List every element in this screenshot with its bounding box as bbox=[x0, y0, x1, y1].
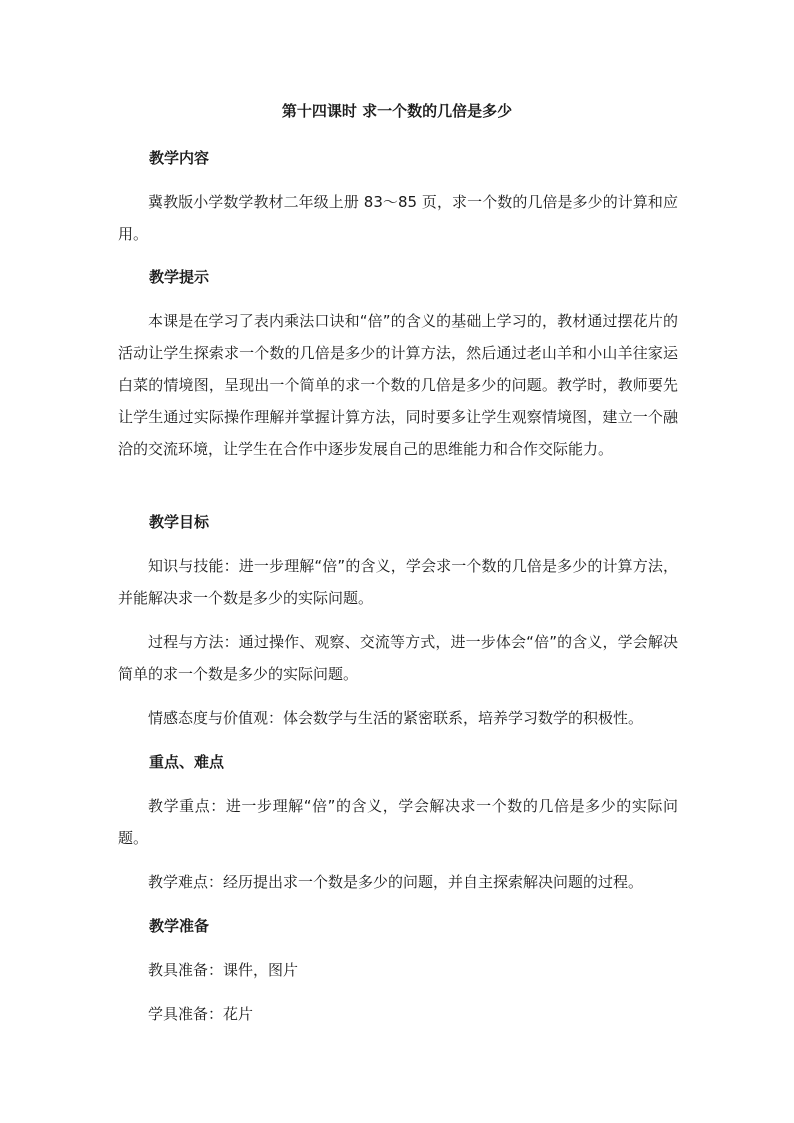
paragraph-difficult-point: 教学难点：经历提出求一个数是多少的问题，并自主探索解决问题的过程。 bbox=[148, 873, 644, 891]
paragraph-teaching-aids: 教具准备：课件，图片 bbox=[148, 961, 299, 979]
page-title: 第十四课时 求一个数的几倍是多少 bbox=[281, 102, 513, 120]
paragraph-tips: 本课是在学习了表内乘法口诀和“倍”的含义的基础上学习的，教材通过摆花片的活动让学生探索求一个数的几倍是多少的计算方法，然后通过老山羊和小山羊往家运白菜的情境图，呈现出一个简单的求一个数的几倍是多少的问题。教学时，教师要先让学生通过实际操作理解并掌握计算方法，同时要多让学生观察情境图，建立一个融洽的交流环境，让学生在合作中逐步发展自己的思维能力和合作交际能力。 bbox=[118, 312, 678, 458]
paragraph-objective-attitude: 情感态度与价值观：体会数学与生活的紧密联系，培养学习数学的积极性。 bbox=[148, 709, 644, 727]
section-heading-key-points: 重点、难点 bbox=[149, 753, 225, 771]
section-heading-objectives: 教学目标 bbox=[149, 513, 210, 531]
paragraph-key-point: 教学重点：进一步理解“倍”的含义，学会解决求一个数的几倍是多少的实际问题。 bbox=[118, 797, 678, 847]
paragraph-content: 冀教版小学数学教材二年级上册 83～85 页，求一个数的几倍是多少的计算和应用。 bbox=[118, 193, 678, 243]
section-heading-preparation: 教学准备 bbox=[149, 917, 210, 935]
section-heading-content: 教学内容 bbox=[149, 149, 210, 167]
paragraph-learning-aids: 学具准备：花片 bbox=[148, 1005, 254, 1023]
paragraph-objective-knowledge: 知识与技能：进一步理解“倍”的含义，学会求一个数的几倍是多少的计算方法，并能解决求一个数是多少的实际问题。 bbox=[118, 557, 678, 607]
section-heading-tips: 教学提示 bbox=[149, 268, 210, 286]
paragraph-objective-process: 过程与方法：通过操作、观察、交流等方式，进一步体会“倍”的含义，学会解决简单的求一个数是多少的实际问题。 bbox=[118, 633, 678, 683]
